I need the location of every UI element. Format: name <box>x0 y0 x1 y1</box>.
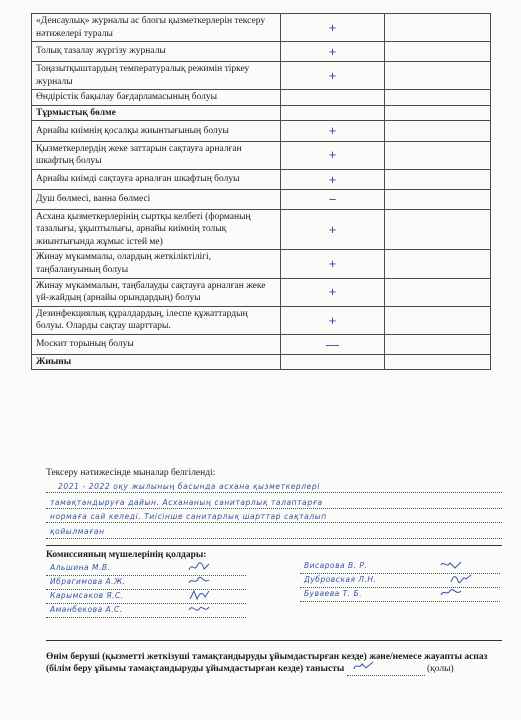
signature-caption: (қолы) <box>427 664 454 675</box>
checklist-notes-cell <box>384 354 490 370</box>
signature-line <box>300 587 500 588</box>
findings-label: Тексеру нәтижесінде мыналар белгіленді: <box>46 468 216 478</box>
signature-line <box>300 601 500 602</box>
checklist-row <box>32 141 491 169</box>
checklist-item-label: Арнайы киімнің қосалқы жиынтығының болуы <box>32 121 281 141</box>
checklist-item-label: Дезинфекциялық құралдардың, ілеспе құжаттардың болуы. Оларды сақтау шарттары. <box>32 306 281 334</box>
findings-handwriting-line: қойылмаған <box>50 527 105 536</box>
section-title: Жиыны <box>32 354 281 370</box>
checklist-item-label: Арнайы киімді сақтауға арналған шкафтың болуы <box>32 169 281 189</box>
checklist-mark: + <box>281 62 384 90</box>
commission-member <box>300 576 500 588</box>
checklist-row <box>32 42 491 62</box>
checklist-mark: + <box>281 209 384 250</box>
checklist-row <box>32 334 491 354</box>
signature-line <box>46 603 246 604</box>
checklist-mark: + <box>281 250 384 278</box>
checklist-item-label: Жинау мүкаммалын, таңбалауды сақтауға арналған жеке үй-жайдың (арнайы орындардың) болуы <box>32 278 281 306</box>
signature-icon <box>188 561 210 573</box>
checklist-notes-cell <box>384 189 490 209</box>
checklist-mark: + <box>281 42 384 62</box>
checklist-mark: + <box>281 121 384 141</box>
checklist-row <box>32 62 491 90</box>
checklist-section-row <box>32 105 491 121</box>
checklist-notes-cell <box>384 14 490 42</box>
member-name: Буваева Т. Б. <box>304 589 362 598</box>
checklist-mark <box>281 105 384 121</box>
signature-icon <box>188 603 210 615</box>
checklist-mark: — <box>281 334 384 354</box>
signature-line <box>46 575 246 576</box>
acknowledgement-signature-line <box>347 664 425 676</box>
signature-icon <box>188 589 210 601</box>
commission-label: Комиссияның мүшелерінің қолдары: <box>46 550 207 560</box>
findings-rule-4 <box>46 538 502 539</box>
member-name: Ибрагимова А.Ж. <box>50 577 126 586</box>
checklist-notes-cell <box>384 169 490 189</box>
section-divider <box>46 640 502 641</box>
checklist-notes-cell <box>384 62 490 90</box>
section-title: Тұрмыстық бөлме <box>32 105 281 121</box>
acknowledgement-text: Өнім беруші (қызметті жеткізуші тамақтандыруды ұйымдастырған кезде) және/немесе жауапты аспаз (білім беру ұйымы тамақтандыруды ұйымдастырған кезде) танысты <box>46 652 488 675</box>
member-name: Карымсаков Я.С. <box>50 591 124 600</box>
commission-member <box>46 606 246 618</box>
checklist-mark <box>281 90 384 106</box>
findings-rule-3 <box>46 522 502 523</box>
commission-member <box>300 590 500 602</box>
checklist-mark: + <box>281 14 384 42</box>
checklist-row <box>32 121 491 141</box>
signature-icon <box>440 559 462 571</box>
checklist-item-label: Толық тазалау жүргізу журналы <box>32 42 281 62</box>
checklist-row <box>32 169 491 189</box>
checklist-mark: + <box>281 278 384 306</box>
checklist-section-row <box>32 354 491 370</box>
checklist-row <box>32 209 491 250</box>
member-name: Альшина М.В. <box>50 563 111 572</box>
signature-icon <box>440 587 462 599</box>
member-name: Висарова В. Р. <box>304 561 368 570</box>
commission-member <box>46 578 246 590</box>
checklist-notes-cell <box>384 90 490 106</box>
checklist-item-label: Жинау мүкаммалы, олардың жеткіліктілігі, таңбалануының болуы <box>32 250 281 278</box>
section-divider <box>46 545 502 546</box>
checklist-row <box>32 189 491 209</box>
findings-rule-2 <box>46 508 502 509</box>
checklist-item-label: Өндірістік бақылау бағдарламасының болуы <box>32 90 281 106</box>
signature-line <box>46 617 246 618</box>
checklist-notes-cell <box>384 121 490 141</box>
findings-handwriting-line: 2021 - 2022 оқу жылының басында асхана қызметкерлері <box>58 482 320 491</box>
checklist-table <box>31 13 491 370</box>
signature-icon <box>188 575 210 587</box>
commission-member <box>46 592 246 604</box>
checklist-item-label: Москит торының болуы <box>32 334 281 354</box>
checklist-item-label: «Денсаулық» журналы ас блогы қызметкерлерін тексеру нәтижелері туралы <box>32 14 281 42</box>
checklist-item-label: Душ бөлмесі, ванна бөлмесі <box>32 189 281 209</box>
checklist-mark: + <box>281 306 384 334</box>
checklist-row <box>32 306 491 334</box>
checklist-body <box>32 14 491 370</box>
checklist-notes-cell <box>384 278 490 306</box>
checklist-notes-cell <box>384 334 490 354</box>
checklist-item-label: Асхана қызметкерлерінің сыртқы келбеті (форманың тазалығы, ұқыптылығы, арнайы киімнің толық жиынтығында жұмыс істей ме) <box>32 209 281 250</box>
checklist-notes-cell <box>384 141 490 169</box>
checklist-notes-cell <box>384 250 490 278</box>
signature-icon <box>353 660 375 672</box>
member-name: Аманбекова А.С. <box>50 605 123 614</box>
findings-handwriting-line: тамақтандыруға дайын. Асхананың санитарлық талаптарға <box>50 498 323 507</box>
findings-rule-1 <box>46 492 502 493</box>
checklist-notes-cell <box>384 105 490 121</box>
checklist-notes-cell <box>384 306 490 334</box>
signature-icon <box>450 573 472 585</box>
signature-line <box>46 589 246 590</box>
checklist-row <box>32 14 491 42</box>
checklist-row <box>32 278 491 306</box>
checklist-mark: + <box>281 141 384 169</box>
member-name: Дубровская Л.Н. <box>304 575 377 584</box>
checklist-item-label: Тоңазытқыштардың температуралық режимін тіркеу журналы <box>32 62 281 90</box>
checklist-mark <box>281 354 384 370</box>
checklist-notes-cell <box>384 209 490 250</box>
checklist-notes-cell <box>384 42 490 62</box>
checklist-row <box>32 250 491 278</box>
checklist-row <box>32 90 491 106</box>
commission-member <box>46 564 246 576</box>
checklist-item-label: Қызметкерлердің жеке заттарын сақтауға арналған шкафтың болуы <box>32 141 281 169</box>
checklist-mark: − <box>281 189 384 209</box>
findings-handwriting-line: нормаға сай келеді. Тиісінше санитарлық шарттар сақталып <box>50 512 327 521</box>
acknowledgement-note <box>46 651 506 676</box>
checklist-mark: + <box>281 169 384 189</box>
